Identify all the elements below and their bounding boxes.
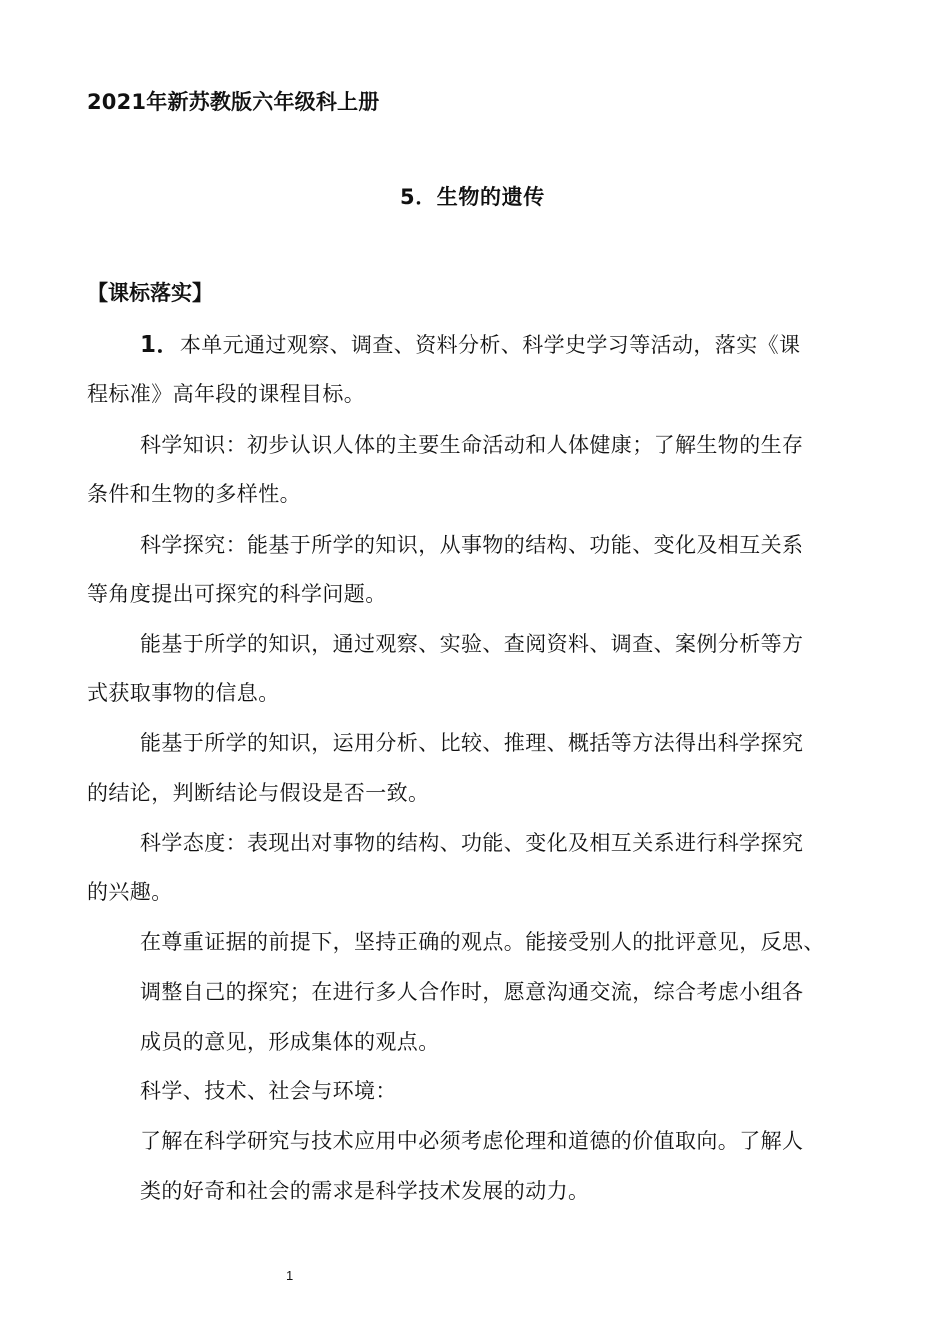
paragraph-line: 科学知识：初步认识人体的主要生命活动和人体健康；了解生物的生存 [140, 433, 804, 457]
paragraph-line: 科学探究：能基于所学的知识，从事物的结构、功能、变化及相互关系 [140, 533, 804, 557]
list-number: 1． [140, 332, 180, 358]
lesson-title: 5．生物的遗传 [400, 185, 545, 209]
document-title: 2021年新苏教版六年级科上册 [87, 90, 380, 114]
paragraph-line: 科学态度：表现出对事物的结构、功能、变化及相互关系进行科学探究 [140, 831, 804, 855]
paragraph-line: 调整自己的探究；在进行多人合作时，愿意沟通交流，综合考虑小组各 [140, 980, 804, 1004]
page-number: 1 [286, 1268, 294, 1283]
paragraph-line: 式获取事物的信息。 [87, 681, 280, 705]
paragraph-line: 科学、技术、社会与环境： [140, 1079, 397, 1103]
paragraph-line: 的结论，判断结论与假设是否一致。 [87, 781, 430, 805]
paragraph-line: 等角度提出可探究的科学问题。 [87, 582, 387, 606]
section-heading: 【课标落实】 [87, 281, 213, 305]
paragraph-text: 本单元通过观察、调查、资料分析、科学史学习等活动，落实《课 [179, 333, 801, 357]
paragraph-line: 能基于所学的知识，运用分析、比较、推理、概括等方法得出科学探究 [140, 731, 804, 755]
paragraph-line: 程标准》高年段的课程目标。 [87, 382, 366, 406]
paragraph-line: 了解在科学研究与技术应用中必须考虑伦理和道德的价值取向。了解人 [140, 1129, 804, 1153]
paragraph-line: 类的好奇和社会的需求是科学技术发展的动力。 [140, 1179, 590, 1203]
paragraph-line: 条件和生物的多样性。 [87, 482, 301, 506]
paragraph-line: 在尊重证据的前提下，坚持正确的观点。能接受别人的批评意见，反思、 [140, 930, 825, 954]
paragraph-line: 成员的意见，形成集体的观点。 [140, 1030, 440, 1054]
paragraph-line: 的兴趣。 [87, 880, 173, 904]
paragraph-line: 能基于所学的知识，通过观察、实验、查阅资料、调查、案例分析等方 [140, 632, 804, 656]
paragraph-line [140, 331, 800, 359]
